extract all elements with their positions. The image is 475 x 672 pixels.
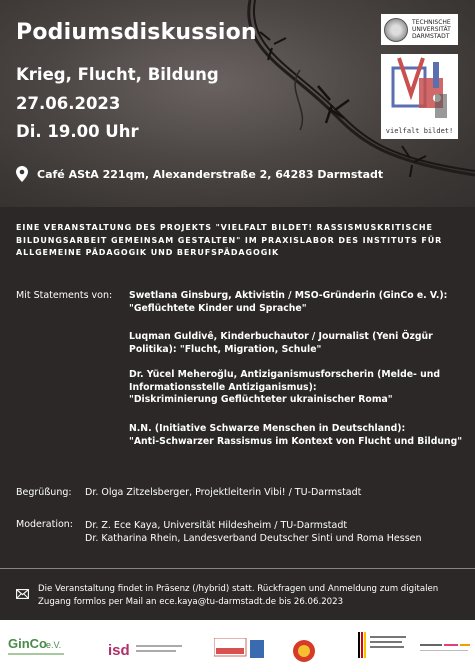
- moderation-value: [85, 519, 422, 545]
- speaker-name: Swetlana Ginsburg, Aktivistin / MSO-Gründerin (GinCo e. V.):: [129, 290, 448, 301]
- event-subtitle: Krieg, Flucht, Bildung: [16, 65, 219, 84]
- vibi-caption: vielfalt bildet!: [385, 127, 454, 135]
- speaker-item: [129, 369, 464, 407]
- tu-seal-icon: [384, 18, 408, 42]
- location-text: Café AStA 221qm, Alexanderstraße 2, 64283 Darmstadt: [37, 167, 384, 181]
- svg-text:GinCo: GinCo: [8, 636, 47, 651]
- tu-logo-text: TECHNISCHE UNIVERSITÄT DARMSTADT: [412, 19, 451, 40]
- statements-label: Mit Statements von:: [16, 290, 113, 301]
- moderator-2: Dr. Katharina Rhein, Landesverband Deutscher Sinti und Roma Hessen: [85, 533, 422, 544]
- event-time: Di. 19.00 Uhr: [16, 122, 139, 141]
- vielfalt-bildet-logo: [381, 54, 458, 139]
- sinti-roma-hessen-logo: [214, 638, 266, 664]
- page-title: Podiumsdiskussion: [16, 20, 257, 45]
- mail-icon: [16, 589, 29, 599]
- speaker-name-cont: Politika): "Flucht, Migration, Schule": [129, 343, 322, 355]
- footer-logos: [0, 620, 475, 672]
- speaker-name: Dr. Yücel Meheroğlu, Antiziganismusforscherin (Melde- und: [129, 369, 441, 380]
- greeting-value: Dr. Olga Zitzelsberger, Projektleiterin Vibi! / TU-Darmstadt: [85, 487, 362, 498]
- federal-ministry-logo: [358, 628, 410, 666]
- speaker-name-cont: Informationsstelle Antiziganismus):: [129, 381, 317, 393]
- divider: [0, 568, 475, 569]
- moderator-1: Dr. Z. Ece Kaya, Universität Hildesheim / TU-Darmstadt: [85, 520, 348, 531]
- intro-text: EINE VERANSTALTUNG DES PROJEKTS "VIELFALT BILDET! RASSISMUSKRITISCHE BILDUNGSARBEIT GEMEINSAM GESTALTEN" IM PRAXISLABOR DES INSTITUTS FÜR ALLGEMEINE PÄDAGOGIK UND BERUFSPÄDAGOGIK: [16, 223, 443, 257]
- speaker-item: [129, 423, 464, 448]
- speaker-name: Luqman Guldivê, Kinderbuchautor / Journalist (Yeni Özgür: [129, 331, 433, 342]
- round-badge-logo: [291, 638, 317, 664]
- isd-logo: [108, 640, 188, 660]
- speaker-topic: "Geflüchtete Kinder und Sprache": [129, 302, 307, 314]
- svg-text:e.V.: e.V.: [46, 640, 62, 650]
- demokratie-leben-logo: [420, 640, 472, 660]
- event-date: 27.06.2023: [16, 94, 121, 113]
- speaker-topic: "Anti-Schwarzer Rassismus im Kontext von Flucht und Bildung": [129, 435, 463, 447]
- ginco-logo: [8, 634, 72, 660]
- svg-text:isd: isd: [108, 642, 130, 659]
- speaker-item: [129, 331, 464, 356]
- location-line: [16, 166, 383, 182]
- tu-darmstadt-logo: [381, 14, 458, 45]
- speaker-topic: "Diskriminierung Geflüchteter ukrainischer Roma": [129, 394, 393, 406]
- speaker-name: N.N. (Initiative Schwarze Menschen in Deutschland):: [129, 423, 406, 434]
- speaker-item: [129, 290, 464, 315]
- map-pin-icon: [16, 166, 28, 182]
- vibi-logo-mark-icon: [381, 54, 458, 124]
- moderation-label: Moderation:: [16, 519, 74, 530]
- greeting-label: Begrüßung:: [16, 487, 72, 498]
- registration-note: Die Veranstaltung findet in Präsenz (/hybrid) statt. Rückfragen und Anmeldung zum digitalen Zugang formlos per Mail an ece.kaya@tu-darmstadt.de bis 26.06.2023: [38, 584, 439, 607]
